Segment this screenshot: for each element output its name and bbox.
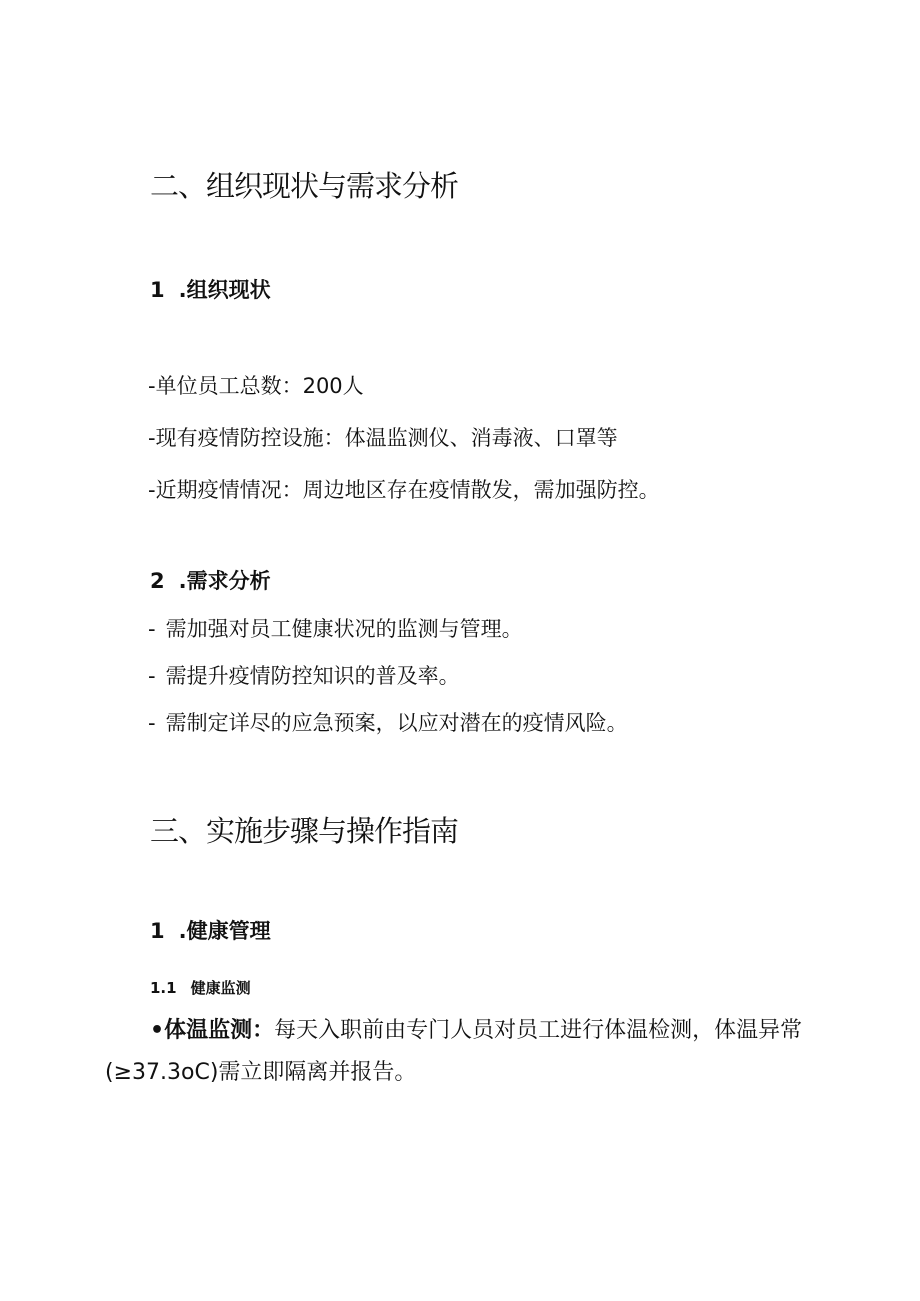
list-item (148, 480, 660, 501)
list-item-text: 需制定详尽的应急预案，以应对潜在的疫情风险。 (165, 711, 628, 735)
list-item-text: 现有疫情防控设施：体温监测仪、消毒液、口罩等 (155, 426, 618, 450)
subsection-label: .组织现状 (178, 278, 271, 302)
list-item (148, 428, 618, 449)
list-item (148, 376, 364, 397)
subsection-2-1-heading (150, 280, 271, 301)
list-item (148, 713, 628, 734)
subsection-number: 1 (150, 919, 165, 943)
list-item (148, 619, 523, 640)
list-item-text: 近期疫情情况：周边地区存在疫情散发，需加强防控。 (155, 478, 660, 502)
body-paragraph (105, 1010, 805, 1094)
dash-marker: - (148, 664, 156, 688)
dash-marker: - (148, 478, 156, 502)
section-3-title: 三、实施步骤与操作指南 (150, 814, 459, 848)
subsection-number: 1 (150, 278, 165, 302)
dash-marker: - (148, 617, 156, 641)
dash-marker: - (148, 374, 156, 398)
list-item-text: 单位员工总数：200人 (155, 374, 364, 398)
section-2-title: 二、组织现状与需求分析 (150, 169, 459, 203)
subsubsection-label: 健康监测 (190, 979, 251, 997)
subsubsection-number: 1.1 (150, 979, 177, 997)
dash-marker: - (148, 711, 156, 735)
dash-marker: - (148, 426, 156, 450)
subsection-label: .需求分析 (178, 569, 271, 593)
subsection-number: 2 (150, 569, 165, 593)
subsection-label: .健康管理 (178, 919, 271, 943)
bullet-marker: • (150, 1018, 165, 1043)
paragraph-text: 每天入职前由专门人员对员工进行体温检测，体温异常(≥37.3oC)需立即隔离并报告。 (105, 1018, 803, 1085)
list-item-text: 需提升疫情防控知识的普及率。 (165, 664, 460, 688)
subsection-2-2-heading (150, 571, 271, 592)
subsubsection-1-1-heading (150, 981, 251, 996)
paragraph-lead: 体温监测： (164, 1018, 275, 1043)
subsection-3-1-heading (150, 921, 271, 942)
list-item (148, 666, 460, 687)
list-item-text: 需加强对员工健康状况的监测与管理。 (165, 617, 523, 641)
